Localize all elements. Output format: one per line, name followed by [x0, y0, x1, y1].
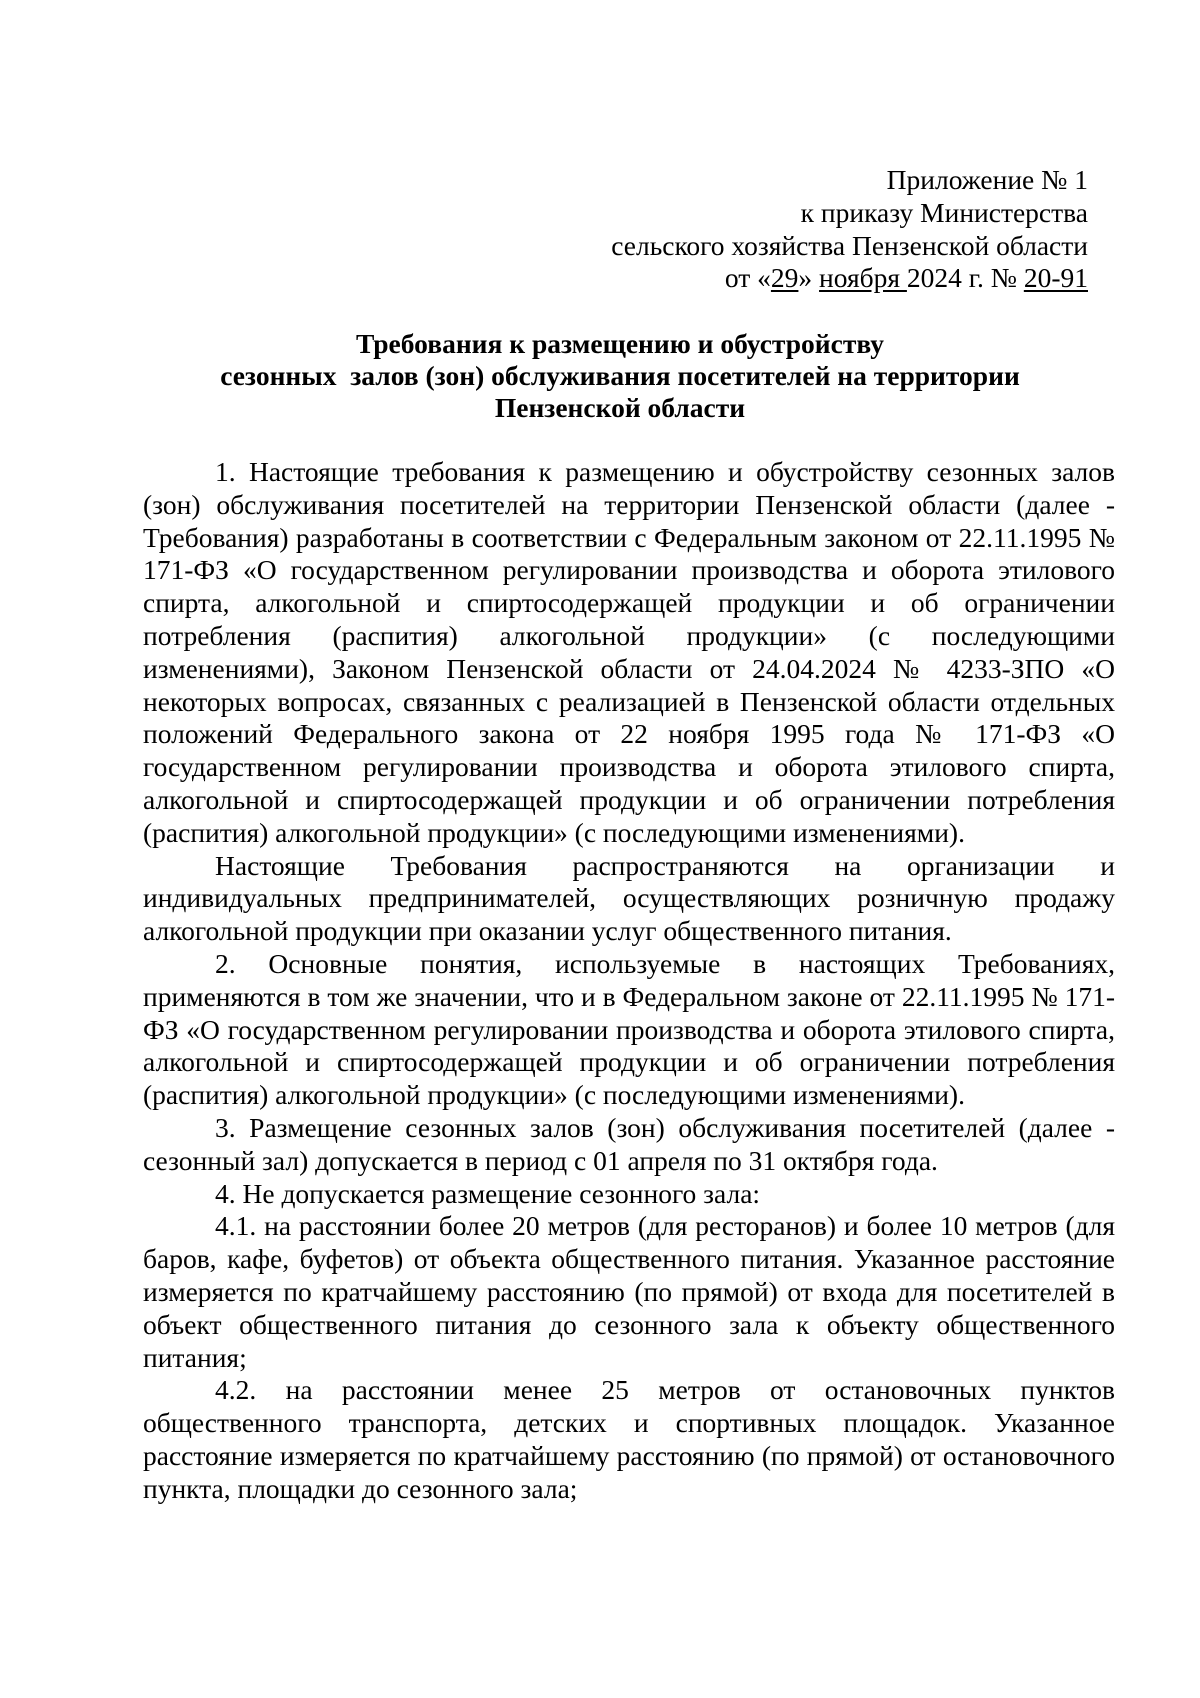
date-mid: » [798, 262, 820, 294]
appendix-ministry: сельского хозяйства Пензенской области [611, 229, 1088, 261]
date-prefix: от « [724, 262, 771, 294]
appendix-date-line [388, 262, 1088, 295]
paragraph-4-1: 4.1. на расстоянии более 20 метров (для ресторанов) и более 10 метров (для баров, кафе, буфетов) от объекта общественного питания. Указанное расстояние измеряется по кратчайшему расстоянию (по прямой) от входа для посетителей в объект общественного питания до сезонного зала к объекту общественного питания; [143, 1210, 1115, 1373]
document-title [140, 328, 1100, 424]
title-line-1: Требования к размещению и обустройству [355, 328, 885, 359]
date-day: 29 [770, 262, 799, 294]
date-month: ноября [819, 262, 907, 294]
appendix-number: Приложение № 1 [886, 164, 1088, 195]
paragraph-scope: Настоящие Требования распространяются на организации и индивидуальных предпринимателей, осуществляющих розничную продажу алкогольной продукции при оказании услуг общественного питания. [143, 849, 1115, 947]
paragraph-2: 2. Основные понятия, используемые в настоящих Требованиях, применяются в том же значении, что и в Федеральном законе от 22.11.1995 № 171-ФЗ «О государственном регулировании производства и оборота этилового спирта, алкогольной и спиртосодержащей продукции и об ограничении потребления (распития) алкогольной продукции» (с последующими изменениями). [143, 947, 1115, 1111]
paragraph-4: 4. Не допускается размещение сезонного зала: [215, 1177, 761, 1209]
doc-number: 20-91 [1023, 262, 1088, 294]
paragraph-4-2: 4.2. на расстоянии менее 25 метров от остановочных пунктов общественного транспорта, детских и спортивных площадок. Указанное расстояние измеряется по кратчайшему расстоянию (по прямой) от остановочного пункта, площадки до сезонного зала; [143, 1374, 1115, 1504]
appendix-order-ref: к приказу Министерства [800, 196, 1088, 228]
title-line-3: Пензенской области [494, 392, 746, 423]
date-year: 2024 г. № [906, 262, 1024, 294]
paragraph-1: 1. Настоящие требования к размещению и обустройству сезонных залов (зон) обслуживания посетителей на территории Пензенской области (далее - Требования) разработаны в соответствии с Федеральным законом от 22.11.1995 № 171-ФЗ «О государственном регулировании производства и оборота этилового спирта, алкогольной и спиртосодержащей продукции и об ограничении потребления (распития) алкогольной продукции» (с последующими изменениями), Законом Пензенской области от 24.04.2024 № 4233-ЗПО «О некоторых вопросах, связанных с реализацией в Пензенской области отдельных положений Федерального закона от 22 ноября 1995 года № 171-ФЗ «О государственном регулировании производства и оборота этилового спирта, алкогольной и спиртосодержащей продукции и об ограничении потребления (распития) алкогольной продукции» (с последующими изменениями). [143, 456, 1115, 848]
appendix-header [388, 164, 1088, 295]
document-body [143, 456, 1115, 1506]
title-line-2: сезонных залов (зон) обслуживания посетителей на территории [220, 360, 1020, 391]
paragraph-3: 3. Размещение сезонных залов (зон) обслуживания посетителей (далее - сезонный зал) допускается в период с 01 апреля по 31 октября года. [143, 1111, 1115, 1176]
